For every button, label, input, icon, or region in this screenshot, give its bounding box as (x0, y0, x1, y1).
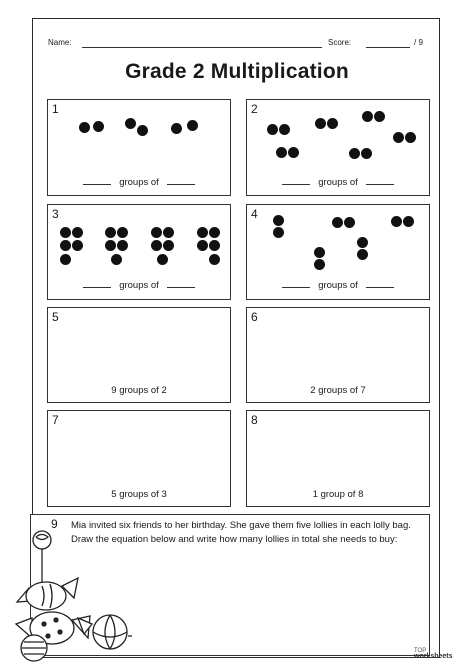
dot (105, 227, 116, 238)
caption (48, 177, 230, 188)
dot (72, 240, 83, 251)
caption (247, 280, 429, 291)
dot (171, 123, 182, 134)
problem-8-box[interactable] (246, 410, 430, 507)
dot (117, 227, 128, 238)
dot (197, 240, 208, 251)
dot (209, 240, 220, 251)
dot (79, 122, 90, 133)
page-title: Grade 2 Multiplication (125, 60, 349, 83)
dot (357, 249, 368, 260)
dot (361, 148, 372, 159)
dot (314, 259, 325, 270)
caption: 2 groups of 7 (310, 385, 366, 396)
dot (163, 227, 174, 238)
dot (327, 118, 338, 129)
dot (105, 240, 116, 251)
dot (362, 111, 373, 122)
problem-number: 5 (52, 310, 59, 324)
dot (315, 118, 326, 129)
dot (111, 254, 122, 265)
problem-number: 3 (52, 207, 59, 221)
dot (209, 254, 220, 265)
dot (349, 148, 360, 159)
answer-blank-1[interactable] (83, 287, 111, 288)
dot (273, 227, 284, 238)
dot (391, 216, 402, 227)
problem-number: 4 (251, 207, 258, 221)
problem-number: 8 (251, 413, 258, 427)
problem-2-box (246, 99, 430, 196)
score-label: Score: (328, 38, 352, 47)
answer-blank-2[interactable] (167, 184, 195, 185)
caption: 5 groups of 3 (111, 489, 167, 500)
caption (247, 177, 429, 188)
score-total: / 9 (414, 38, 423, 47)
problem-number: 6 (251, 310, 258, 324)
problem-number: 2 (251, 102, 258, 116)
dot (405, 132, 416, 143)
answer-blank-1[interactable] (83, 184, 111, 185)
caption-text: groups of (318, 177, 358, 188)
dot (276, 147, 287, 158)
answer-blank-2[interactable] (366, 287, 394, 288)
caption: 1 group of 8 (312, 489, 364, 500)
dot (72, 227, 83, 238)
dot (93, 121, 104, 132)
dot (314, 247, 325, 258)
dot (288, 147, 299, 158)
problem-7-box[interactable] (47, 410, 231, 507)
candy-illustration (12, 524, 132, 664)
dot (60, 227, 71, 238)
dot (125, 118, 136, 129)
dot (60, 254, 71, 265)
dot (279, 124, 290, 135)
problem-1-box (47, 99, 231, 196)
answer-blank-2[interactable] (167, 287, 195, 288)
name-label: Name: (48, 38, 72, 47)
dot (117, 240, 128, 251)
dot (151, 227, 162, 238)
answer-blank-1[interactable] (282, 287, 310, 288)
problem-number: 1 (52, 102, 59, 116)
dot (157, 254, 168, 265)
dot (344, 217, 355, 228)
logo-top: TOP (414, 648, 427, 654)
problem-5-box[interactable] (47, 307, 231, 403)
caption (48, 280, 230, 291)
dot (151, 240, 162, 251)
dot (187, 120, 198, 131)
dot (273, 215, 284, 226)
caption-text: groups of (318, 280, 358, 291)
problem-4-box (246, 204, 430, 300)
dot (197, 227, 208, 238)
dot (403, 216, 414, 227)
word-problem-text: Mia invited six friends to her birthday. She gave them five lollies in each lolly bag. Draw the equation below and write how many lollies in total she needs to buy: (71, 520, 411, 545)
problem-number: 9 (51, 517, 58, 531)
dot (267, 124, 278, 135)
answer-blank-1[interactable] (282, 184, 310, 185)
dot (60, 240, 71, 251)
problem-6-box[interactable] (246, 307, 430, 403)
header-row (48, 38, 432, 52)
dot (357, 237, 368, 248)
answer-blank-2[interactable] (366, 184, 394, 185)
top-worksheets-logo (414, 648, 453, 660)
dot (137, 125, 148, 136)
dot (209, 227, 220, 238)
caption-text: groups of (119, 280, 159, 291)
caption-text: groups of (119, 177, 159, 188)
problem-3-box (47, 204, 231, 300)
problem-number: 7 (52, 413, 59, 427)
dot (393, 132, 404, 143)
dot (163, 240, 174, 251)
dot (374, 111, 385, 122)
dot (332, 217, 343, 228)
score-field[interactable] (366, 47, 410, 48)
name-field[interactable] (82, 47, 322, 48)
caption: 9 groups of 2 (111, 385, 167, 396)
logo-bottom: worksheets (414, 653, 453, 660)
